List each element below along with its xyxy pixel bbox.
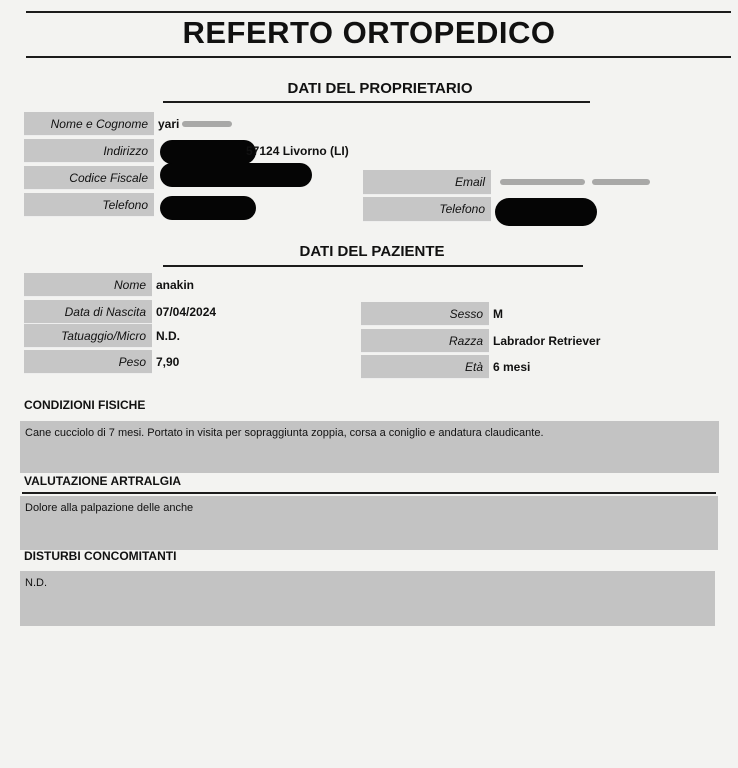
- owner-address-redaction: [160, 140, 256, 164]
- patient-weight-label: Peso: [24, 350, 152, 374]
- owner-surname-redaction: [182, 121, 232, 127]
- patient-name-label: Nome: [24, 273, 152, 297]
- owner-name-value: yari: [158, 117, 180, 131]
- owner-heading: DATI DEL PROPRIETARIO: [287, 80, 473, 97]
- document-title: REFERTO ORTOPEDICO: [182, 15, 556, 50]
- owner-phone-label: Telefono: [24, 193, 154, 217]
- owner-address-label: Indirizzo: [24, 139, 154, 163]
- concomitant-title: DISTURBI CONCOMITANTI: [24, 549, 177, 563]
- patient-heading: DATI DEL PAZIENTE: [299, 243, 445, 260]
- physical-conditions-box: Cane cucciolo di 7 mesi. Portato in visita per sopraggiunta zoppia, corsa a coniglio e andatura claudicante.: [20, 421, 719, 473]
- owner-phone-redaction: [160, 196, 256, 220]
- arthralgia-title: VALUTAZIONE ARTRALGIA: [24, 474, 182, 488]
- owner-taxcode-label: Codice Fiscale: [24, 166, 154, 190]
- owner-phone2-label: Telefono: [363, 197, 491, 222]
- patient-breed-label: Razza: [361, 329, 489, 353]
- physical-conditions-title: CONDIZIONI FISICHE: [24, 398, 146, 412]
- owner-phone2-redaction: [495, 198, 597, 226]
- arthralgia-box: Dolore alla palpazione delle anche: [20, 496, 718, 550]
- patient-breed-value: Labrador Retriever: [493, 334, 601, 348]
- owner-email-label: Email: [363, 170, 491, 195]
- patient-chip-label: Tatuaggio/Micro: [24, 324, 152, 348]
- owner-email-redaction-2: [592, 179, 650, 185]
- patient-name-value: anakin: [156, 278, 195, 292]
- patient-birth-value: 07/04/2024: [156, 305, 217, 319]
- patient-birth-label: Data di Nascita: [24, 300, 152, 324]
- patient-heading-rule: [163, 265, 583, 267]
- patient-age-label: Età: [361, 355, 489, 379]
- patient-sex-value: M: [493, 307, 503, 321]
- top-rule: [26, 11, 731, 13]
- patient-weight-value: 7,90: [156, 355, 180, 369]
- owner-heading-rule: [163, 101, 590, 103]
- owner-taxcode-redaction: [160, 163, 312, 187]
- patient-age-value: 6 mesi: [493, 360, 531, 374]
- arthralgia-rule: [22, 492, 716, 494]
- owner-name-label: Nome e Cognome: [24, 112, 154, 136]
- title-underline: [26, 56, 731, 58]
- concomitant-box: N.D.: [20, 571, 715, 626]
- patient-chip-value: N.D.: [156, 329, 180, 343]
- owner-email-redaction-1: [500, 179, 585, 185]
- owner-address-value: 57124 Livorno (LI): [246, 144, 349, 158]
- patient-sex-label: Sesso: [361, 302, 489, 326]
